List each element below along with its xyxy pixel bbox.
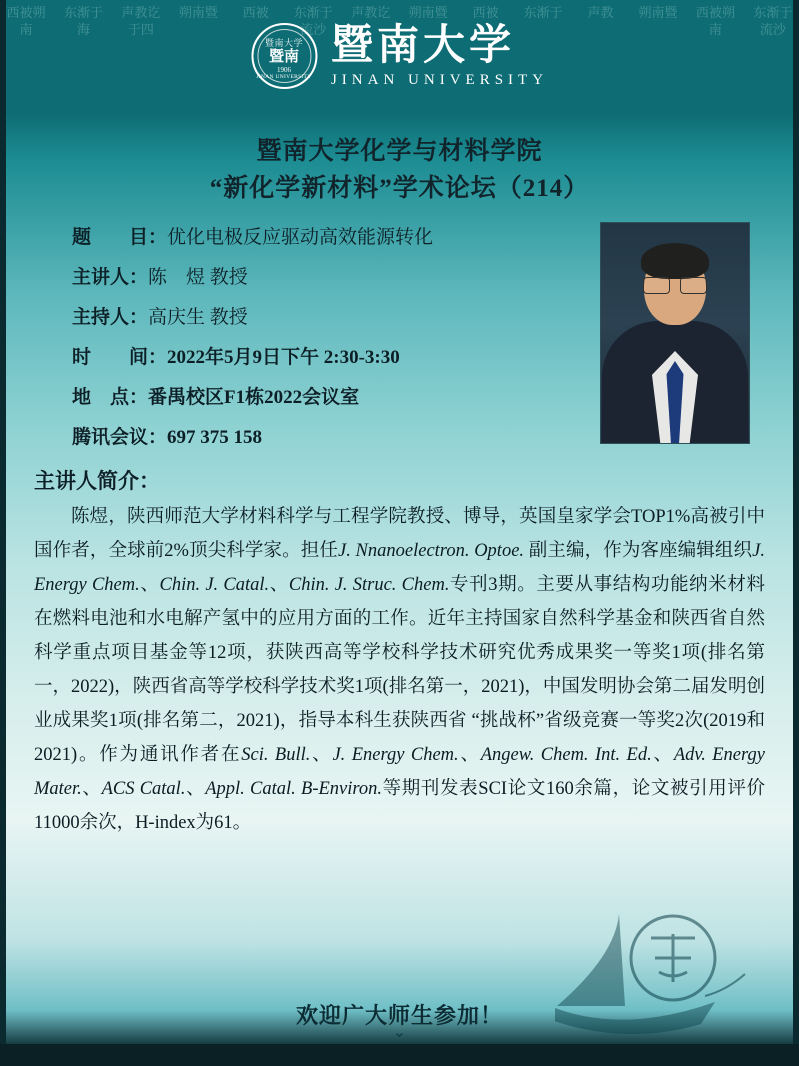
speaker-portrait: [600, 222, 750, 444]
bottom-bar: [0, 1044, 799, 1066]
info-row-location: [72, 378, 600, 418]
poster-content: [0, 112, 799, 840]
university-name-group: [331, 23, 548, 89]
poster-title-block: [34, 134, 765, 208]
info-label: 主持人：: [72, 307, 149, 328]
pattern-column: 西被朔南: [6, 5, 46, 37]
bio-heading: 主讲人简介：: [34, 469, 160, 493]
info-row-topic: [72, 218, 600, 258]
seal-top-text: 暨南大学: [264, 37, 303, 48]
info-label: 地 点：: [72, 387, 149, 408]
pattern-column: 声教: [587, 5, 614, 20]
page-title: 暨南大学化学与材料学院: [256, 138, 543, 165]
info-label: 题 目：: [72, 227, 168, 248]
university-seal-icon: [251, 23, 317, 89]
info-label: 时 间：: [72, 347, 168, 368]
seal-mid-text: 暨南: [268, 48, 299, 65]
pattern-column: 东渐于海: [63, 5, 103, 37]
info-value: 优化电极反应驱动高效能源转化: [167, 227, 434, 248]
pattern-column: 西被朔南: [695, 5, 735, 37]
welcome-text: 欢迎广大师生参加！: [295, 1003, 503, 1028]
university-name-en: JINAN UNIVERSITY: [330, 72, 549, 88]
pattern-column: 声教讫: [351, 5, 391, 20]
seal-bottom-text: JINAN UNIVERSITY: [256, 73, 312, 80]
page-subtitle: “新化学新材料”学术论坛（214）: [209, 175, 590, 202]
info-value: 2022年5月9日下午 2:30-3:30: [167, 347, 400, 368]
info-row-speaker: [72, 258, 600, 298]
university-name-cn: 暨南大学: [330, 23, 515, 69]
right-border: [793, 0, 799, 1066]
glasses-icon: [642, 277, 708, 293]
pattern-column: 朔南暨: [408, 5, 448, 20]
info-and-photo-row: [34, 218, 765, 458]
pattern-column: 西被: [242, 5, 269, 20]
info-label: 腾讯会议：: [72, 427, 168, 448]
info-value: 高庆生 教授: [148, 307, 248, 328]
left-border: [0, 0, 6, 1066]
info-value: 陈 煜 教授: [148, 267, 248, 288]
info-row-host: [72, 298, 600, 338]
event-info-list: [34, 218, 600, 458]
pattern-column: 东渐于流沙: [753, 5, 793, 37]
portrait-hair: [641, 243, 709, 279]
pattern-column: 东渐于: [523, 5, 563, 20]
pattern-column: 西被: [472, 5, 499, 20]
speaker-photo-container: [600, 218, 765, 458]
chevron-down-icon: ⌄: [392, 1024, 407, 1041]
seal-year: 1906: [276, 65, 291, 74]
pattern-column: 声教讫于四: [121, 5, 161, 37]
poster-header: [0, 0, 799, 112]
info-row-meeting-id: [72, 418, 600, 458]
info-row-time: [72, 338, 600, 378]
pattern-column: 东渐于流沙: [293, 5, 333, 37]
info-value: 697 375 158: [167, 427, 263, 448]
pattern-column: 朔南暨: [178, 5, 218, 20]
info-label: 主讲人：: [72, 267, 149, 288]
university-logo: [251, 23, 548, 89]
pattern-column: 朔南暨: [638, 5, 678, 20]
info-value: 番禺校区F1栋2022会议室: [148, 387, 360, 408]
bio-paragraph: 陈煜，陕西师范大学材料科学与工程学院教授、博导，英国皇家学会TOP1%高被引中国作者，全球前2%顶尖科学家。担任J. Nnanoelectron. Optoe. 副主编，作为客座编辑组织J. Energy Chem.、Chin. J. Catal.、Chin. J. Struc. Chem.专刊3期。主要从事结构功能纳米材料在燃料电池和水电解产氢中的应用方面的工作。近年主持国家自然科学基金和陕西省自然科学重点项目基金等12项，获陕西高等学校科学技术研究优秀成果奖一等奖1项(排名第一，2022)，陕西省高等学校科学技术奖1项(排名第一，2021)，中国发明协会第二届发明创业成果奖1项(排名第二，2021)，指导本科生获陕西省 “挑战杯”省级竞赛一等奖2次(2019和2021)。作为通讯作者在Sci. Bull.、J. Energy Chem.、Angew. Chem. Int. Ed.、Adv. Energy Mater.、ACS Catal.、Appl. Catal. B-Environ.等期刊发表SCI论文160余篇，论文被引用评价11000余次，H-index为61。: [34, 507, 765, 833]
